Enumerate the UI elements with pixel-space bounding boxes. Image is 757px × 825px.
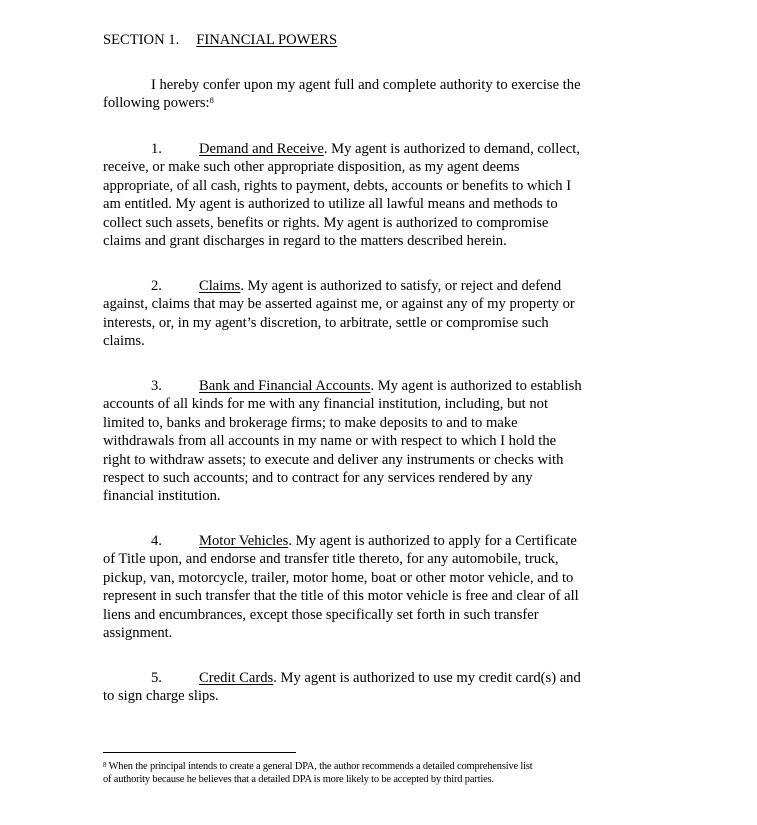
footnote-line-2: of authority because he believes that a detailed DPA is more likely to be accepted by third parties. — [103, 774, 494, 785]
item-first-line — [103, 669, 581, 687]
intro-line-1: I hereby confer upon my agent full and complete authority to exercise the — [151, 77, 581, 93]
section-label: SECTION 1. — [103, 32, 180, 48]
item-line: represent in such transfer that the title of this motor vehicle is free and clear of all — [103, 588, 579, 605]
item-line: receive, or make such other appropriate disposition, as my agent deems — [103, 159, 520, 176]
item-line: to sign charge slips. — [103, 688, 219, 705]
item-line: pickup, van, motorcycle, trailer, motor home, boat or other motor vehicle, and to — [103, 569, 574, 586]
item-number: 4. — [151, 533, 162, 549]
footnote-marker: 8 — [103, 761, 107, 769]
item-first-line — [103, 277, 561, 295]
intro-line-2-text: following powers: — [103, 95, 210, 111]
item-line: of Title upon, and endorse and transfer title thereto, for any automobile, truck, — [103, 551, 559, 568]
item-line: liens and encumbrances, except those specifically set forth in such transfer — [103, 606, 539, 623]
item-line: accounts of all kinds for me with any financial institution, including, but not — [103, 396, 549, 413]
item-heading: Credit Cards — [199, 670, 274, 686]
footnote-separator — [103, 752, 296, 753]
section-heading — [103, 31, 337, 49]
item-first-line-text: . My agent is authorized to demand, collect, — [323, 141, 580, 157]
item-line: financial institution. — [103, 488, 221, 505]
item-number: 2. — [151, 278, 162, 294]
item-line: right to withdraw assets; to execute and deliver any instruments or checks with — [103, 451, 564, 468]
item-first-line-text: . My agent is authorized to establish — [370, 378, 582, 394]
item-heading: Claims — [199, 278, 241, 294]
item-first-line-text: . My agent is authorized to apply for a Certificate — [288, 533, 577, 549]
item-line: claims. — [103, 333, 145, 350]
item-heading: Demand and Receive — [199, 141, 324, 157]
item-number: 3. — [151, 378, 162, 394]
item-line: against, claims that may be asserted against me, or against any of my property or — [103, 296, 575, 313]
item-first-line — [103, 377, 582, 395]
item-first-line — [103, 532, 577, 550]
item-number: 1. — [151, 141, 162, 157]
footnote-text-1: When the principal intends to create a general DPA, the author recommends a detailed comprehensive list — [106, 761, 533, 772]
item-first-line-text: . My agent is authorized to use my credit card(s) and — [273, 670, 581, 686]
footnote-reference[interactable]: 8 — [209, 95, 214, 105]
item-heading: Motor Vehicles — [199, 533, 289, 549]
item-line: interests, or, in my agent’s discretion, to arbitrate, settle or compromise such — [103, 314, 549, 331]
item-number: 5. — [151, 670, 162, 686]
item-line: collect such assets, benefits or rights. My agent is authorized to compromise — [103, 214, 549, 231]
item-line: assignment. — [103, 625, 173, 641]
intro-line-2 — [103, 94, 214, 112]
item-heading: Bank and Financial Accounts — [199, 378, 371, 394]
item-line: appropriate, of all cash, rights to payment, debts, accounts or benefits to which I — [103, 177, 572, 194]
item-first-line — [103, 140, 580, 158]
item-line: withdrawals from all accounts in my name or with respect to which I hold the — [103, 433, 557, 450]
item-line: respect to such accounts; and to contract for any services rendered by any — [103, 470, 533, 486]
item-first-line-text: . My agent is authorized to satisfy, or reject and defend — [240, 278, 562, 294]
section-title: FINANCIAL POWERS — [196, 32, 338, 48]
footnote-line-1 — [103, 760, 533, 773]
item-line: limited to, banks and brokerage firms; to make deposits to and to make — [103, 414, 518, 431]
item-line: claims and grant discharges in regard to the matters described herein. — [103, 233, 507, 249]
item-line: am entitled. My agent is authorized to utilize all lawful means and methods to — [103, 196, 558, 213]
